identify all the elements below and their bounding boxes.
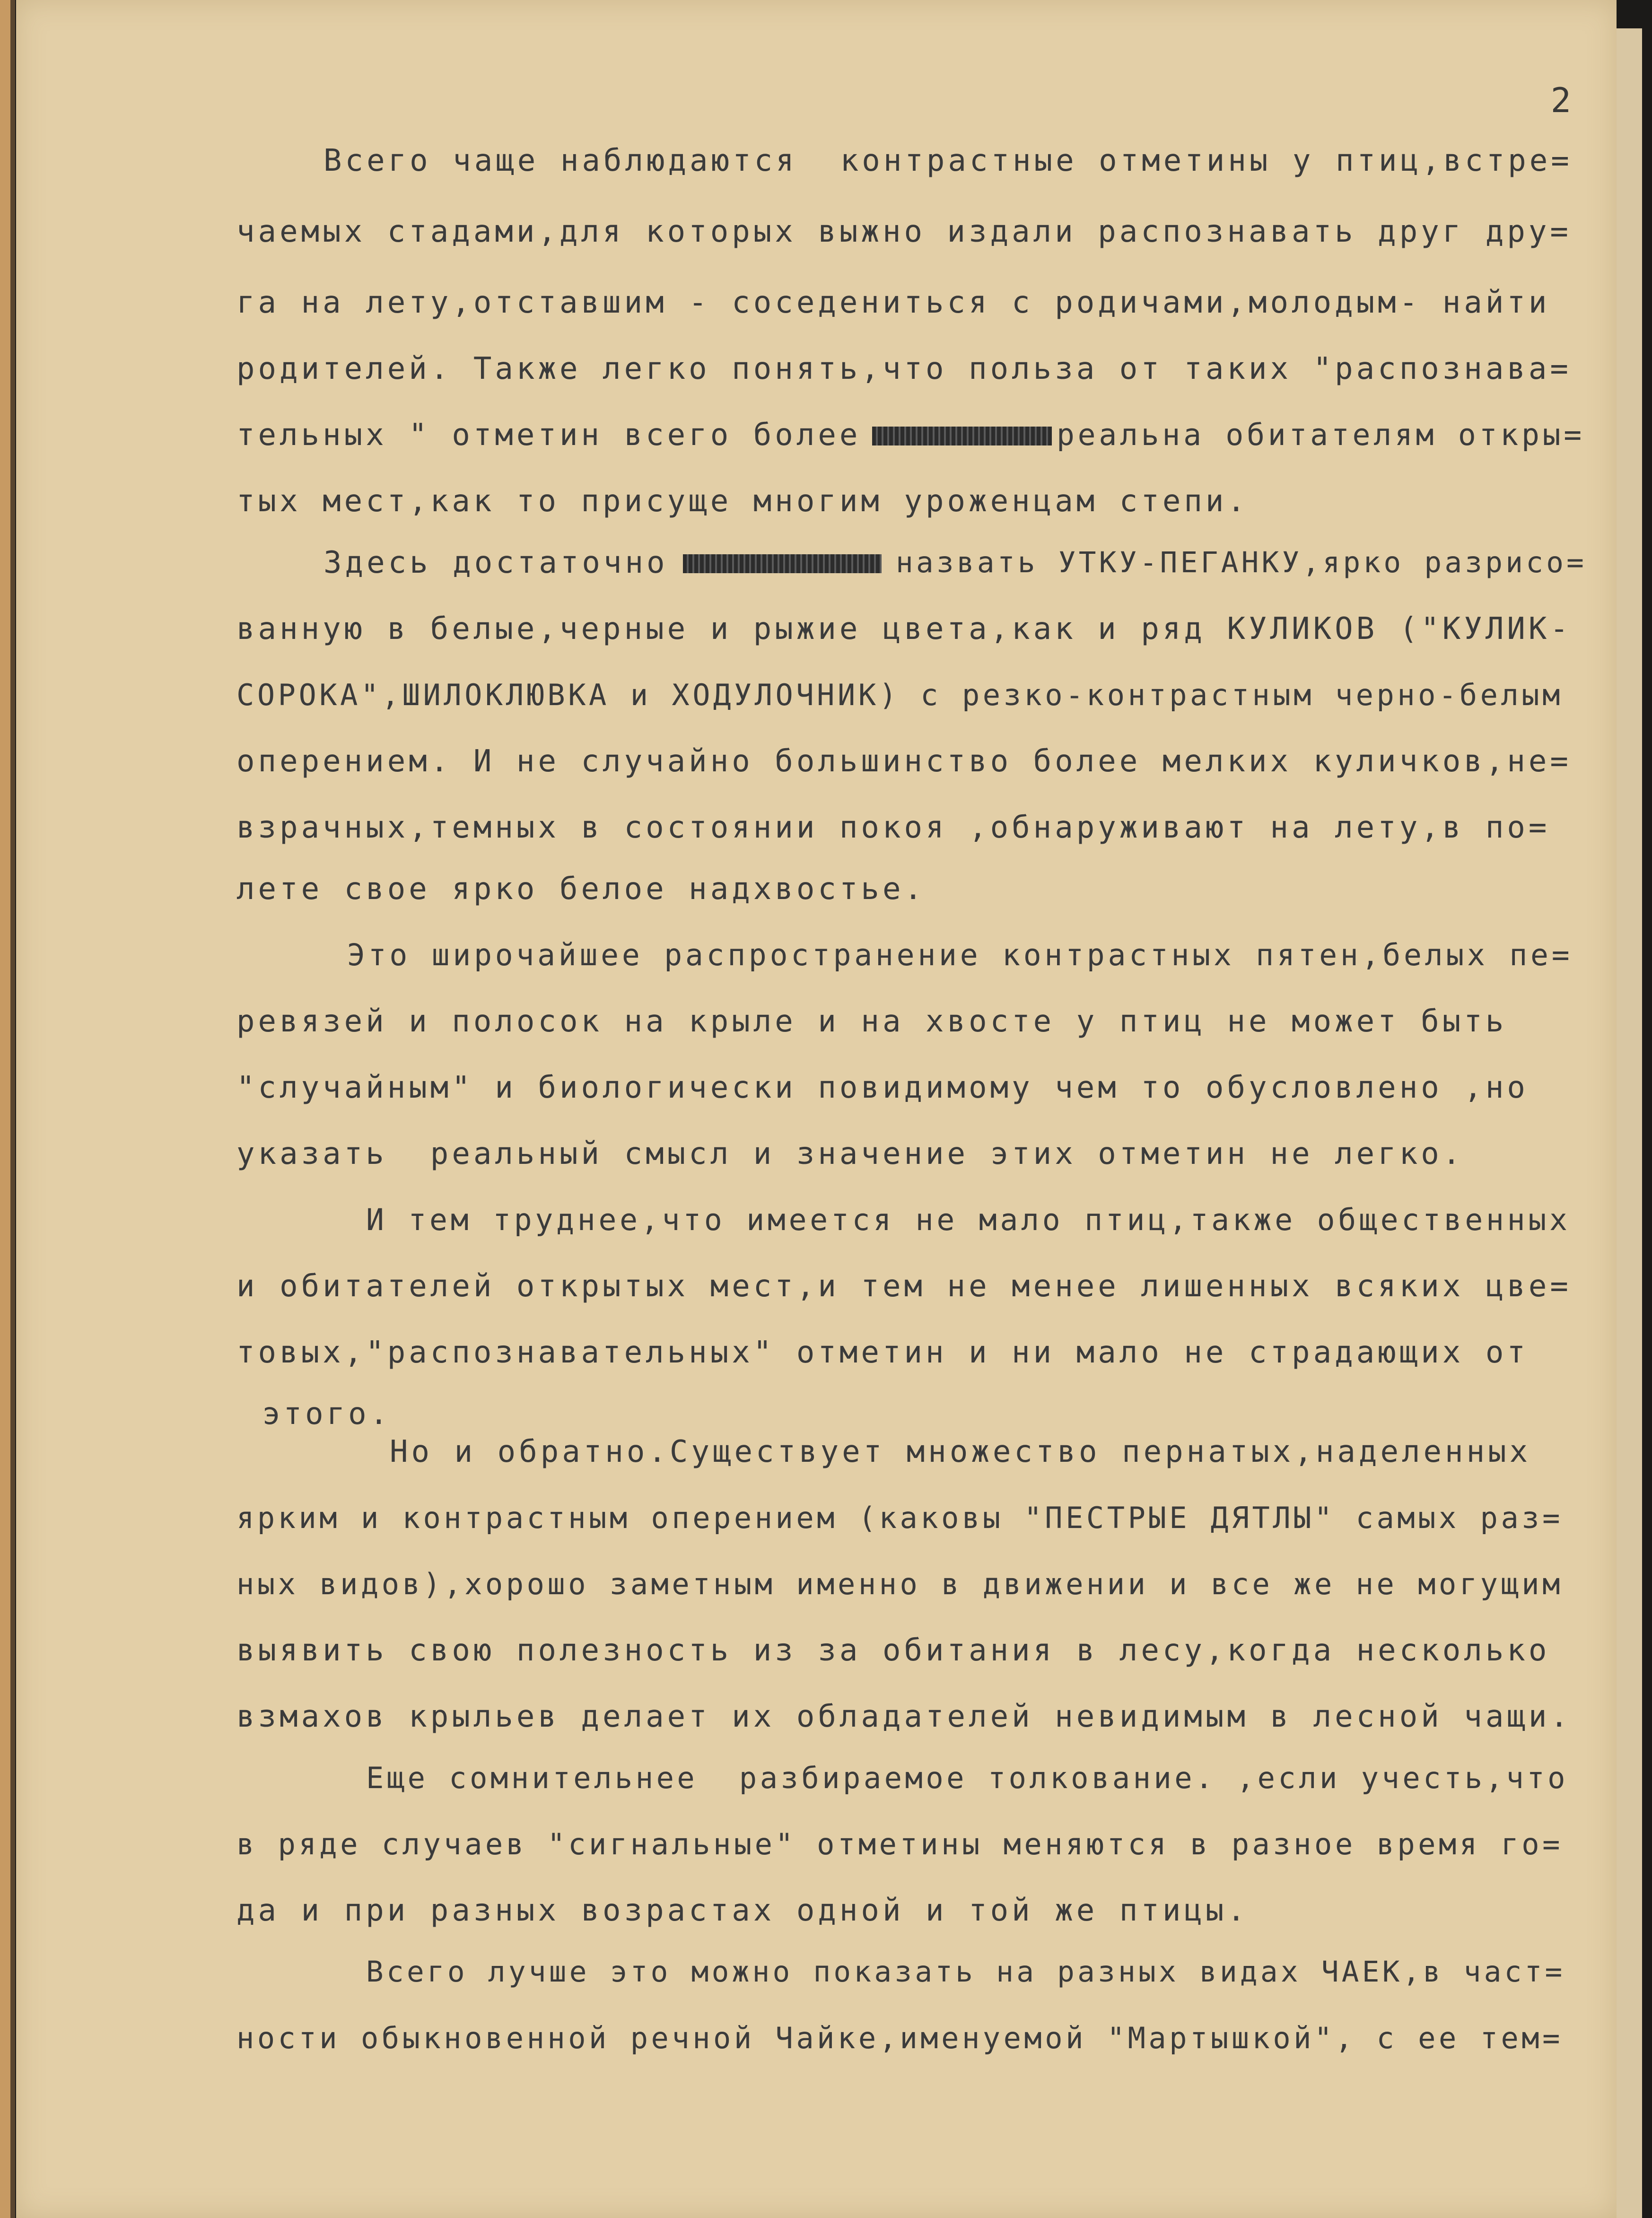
text-line: ных видов),хорошо заметным именно в движении и все же не могущим bbox=[236, 1567, 1563, 1601]
text-line: ности обыкновенной речной Чайке,именуемой "Мартышкой", с ее тем= bbox=[236, 2021, 1563, 2055]
text-line: га на лету,отставшим - соседениться с родичами,молодым- найти bbox=[236, 285, 1550, 320]
text-line: ярким и контрастным оперением (каковы "ПЕСТРЫЕ ДЯТЛЫ" самых раз= bbox=[236, 1501, 1563, 1535]
text-line: СОРОКА",ШИЛОКЛЮВКА и ХОДУЛОЧНИК) с резко-контрастным черно-белым bbox=[236, 678, 1563, 712]
text-line: этого. bbox=[262, 1397, 392, 1432]
text-line: Всего чаще наблюдаются контрастные отметины у птиц,встре= bbox=[323, 143, 1573, 178]
text-line: взмахов крыльев делает их обладателей невидимым в лесной чащи. bbox=[236, 1699, 1572, 1734]
text-line: товых,"распознавательных" отметин и ни мало не страдающих от bbox=[236, 1335, 1529, 1370]
binding-shadow bbox=[10, 0, 15, 2218]
text-line: тельных " отметин всего более bbox=[236, 418, 861, 453]
text-line: ванную в белые,черные и рыжие цвета,как и ряд КУЛИКОВ ("КУЛИК- bbox=[236, 611, 1572, 646]
typewritten-page bbox=[16, 0, 1617, 2218]
text-line: Всего лучше это можно показать на разных видах ЧАЕК,в част= bbox=[366, 1955, 1565, 1989]
text-line: взрачных,темных в состоянии покоя ,обнаруживают на лету,в по= bbox=[236, 810, 1550, 845]
text-line: родителей. Также легко понять,что польза от таких "распознава= bbox=[236, 351, 1572, 386]
text-line: Здесь достаточно bbox=[323, 545, 668, 580]
binding-edge bbox=[0, 0, 10, 2218]
text-line: и обитателей открытых мест,и тем не менее лишенных всяких цве= bbox=[236, 1269, 1572, 1304]
text-line: выявить свою полезность из за обитания в лесу,когда несколько bbox=[236, 1633, 1550, 1668]
text-line: И тем труднее,что имеется не мало птиц,также общественных bbox=[366, 1203, 1571, 1237]
text-line: Еще сомнительнее разбираемое толкование. ,если учесть,что bbox=[366, 1761, 1568, 1795]
text-line: оперением. И не случайно большинство более мелких куличков,не= bbox=[236, 744, 1572, 779]
text-line: ревязей и полосок на крыле и на хвосте у птиц не может быть bbox=[236, 1004, 1507, 1039]
text-line: Это широчайшее распространение контрастных пятен,белых пе= bbox=[347, 938, 1573, 972]
text-line: тых мест,как то присуще многим уроженцам степи. bbox=[236, 484, 1249, 519]
text-line: реальна обитателям откры= bbox=[1057, 418, 1585, 452]
text-line: лете свое ярко белое надхвостье. bbox=[236, 872, 926, 907]
struck-out-word bbox=[872, 427, 1052, 445]
text-line: "случайным" и биологически повидимому чем то обусловлено ,но bbox=[236, 1070, 1529, 1105]
text-line: указать реальный смысл и значение этих отметин не легко. bbox=[236, 1136, 1464, 1171]
text-line: Но и обратно.Существует множество пернатых,наделенных bbox=[390, 1434, 1531, 1469]
struck-out-word bbox=[683, 554, 882, 573]
text-line: в ряде случаев "сигнальные" отметины меняются в разное время го= bbox=[236, 1827, 1563, 1861]
text-line: чаемых стадами,для которых выжно издали распознавать друг дру= bbox=[236, 214, 1572, 249]
text-line: да и при разных возрастах одной и той же птицы. bbox=[236, 1893, 1249, 1928]
page-number: 2 bbox=[1550, 80, 1571, 120]
text-line: назвать УТКУ-ПЕГАНКУ,ярко разрисо= bbox=[896, 546, 1587, 579]
